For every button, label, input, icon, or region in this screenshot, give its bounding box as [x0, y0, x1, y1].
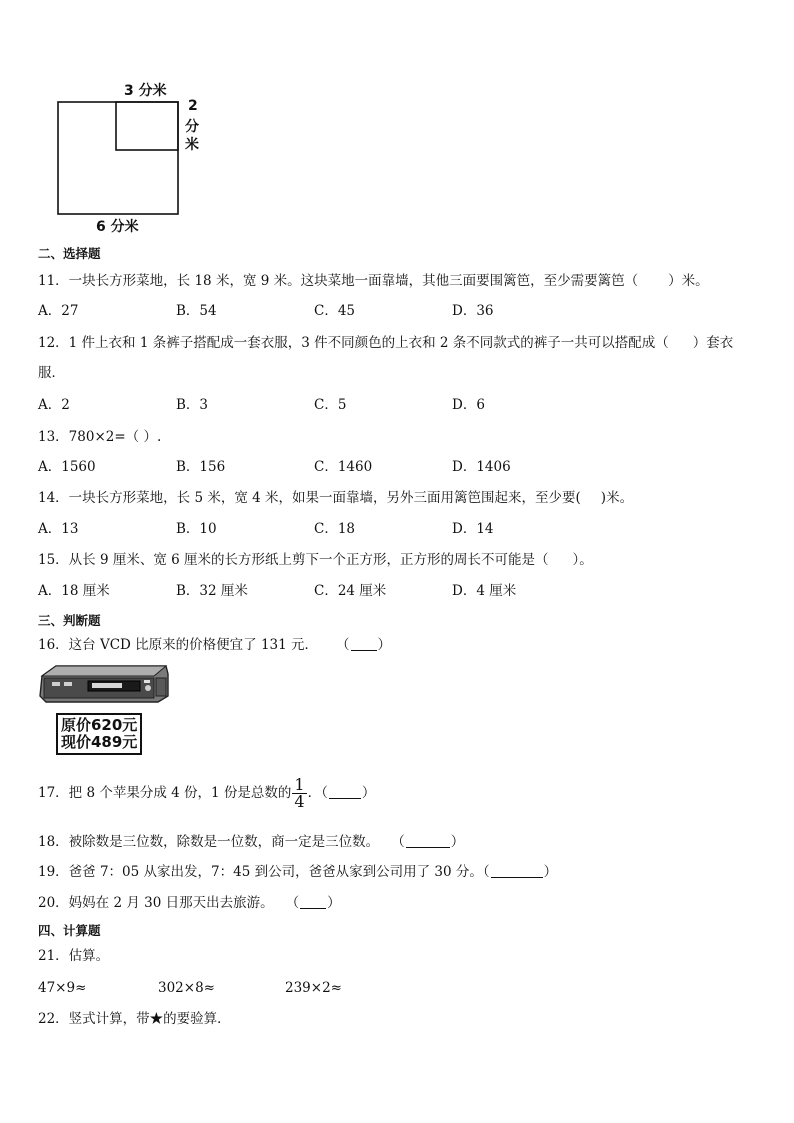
question-12-line-2: 服．	[38, 365, 65, 381]
question-16-text: 16．这台 VCD 比原来的价格便宜了 131 元．	[38, 637, 319, 653]
q16-paren-close: ）	[377, 637, 392, 653]
section-calc-title: 四、计算题	[38, 923, 101, 938]
q13-option-b[interactable]: B．156	[176, 459, 226, 475]
question-14-text: 14．一块长方形菜地，长 5 米，宽 4 米，如果一面靠墙，另外三面用篱笆围起来，至少要(	[38, 490, 581, 506]
q15-option-c[interactable]: C．24 厘米	[314, 583, 387, 599]
q16-paren-open: （	[336, 637, 350, 653]
question-18	[38, 833, 464, 851]
question-19	[38, 863, 557, 881]
vcd-player-image	[38, 662, 172, 704]
question-11-text: 11．一块长方形菜地，长 18 米，宽 9 米。这块菜地一面靠墙，其他三面要围篱笆，至少需要篱笆（	[38, 273, 639, 289]
q17-answer-blank[interactable]	[329, 786, 361, 799]
q20-paren-close: ）	[327, 895, 341, 911]
question-21: 21．估算。	[38, 948, 110, 964]
q12-option-c[interactable]: C．5	[314, 397, 347, 413]
question-20	[38, 894, 341, 912]
q19-paren-close: ）	[543, 864, 558, 880]
section-judge-title: 三、判断题	[38, 613, 101, 628]
q14-option-b[interactable]: B．10	[176, 521, 217, 537]
estimate-item-3: 239×2≈	[285, 980, 342, 996]
q14-option-c[interactable]: C．18	[314, 521, 356, 537]
question-20-text: 20．妈妈在 2 月 30 日那天出去旅游。	[38, 895, 274, 911]
question-11	[38, 272, 709, 290]
q16-answer-blank[interactable]	[351, 638, 377, 651]
figure-side-label-2: 分	[185, 119, 199, 135]
fraction-denominator: 4	[294, 792, 305, 811]
question-12	[38, 334, 733, 352]
q12-option-d[interactable]: D．6	[452, 397, 485, 413]
q13-option-c[interactable]: C．1460	[314, 459, 373, 475]
q15-option-a[interactable]: A．18 厘米	[38, 583, 110, 599]
question-17-text: 17．把 8 个苹果分成 4 份，1 份是总数的	[38, 785, 292, 801]
estimate-item-2: 302×8≈	[158, 980, 215, 996]
q14-option-a[interactable]: A．13	[38, 521, 79, 537]
question-19-text: 19．爸爸 7：05 从家出发，7：45 到公司，爸爸从家到公司用了 30 分。	[38, 864, 483, 880]
q12-option-a[interactable]: A．2	[38, 397, 70, 413]
figure-side-label-3: 米	[185, 137, 199, 153]
question-11-text-end: ）米。	[668, 273, 709, 289]
estimate-item-1: 47×9≈	[38, 980, 87, 996]
question-15	[38, 551, 593, 569]
figure-side-label-1: 2	[188, 98, 198, 114]
question-12-text: 12．1 件上衣和 1 条裤子搭配成一套衣服，3 件不同颜色的上衣和 2 条不同款式的裤子一共可以搭配成（	[38, 335, 669, 351]
question-18-text: 18．被除数是三位数，除数是一位数，商一定是三位数。	[38, 834, 380, 850]
question-17	[38, 776, 375, 810]
q11-option-d[interactable]: D．36	[452, 303, 494, 319]
q17-paren-open: ．（	[307, 785, 328, 801]
question-13: 13．780×2=（ ）.	[38, 429, 162, 445]
price-box	[56, 713, 142, 755]
question-14-text-end: )米。	[600, 490, 634, 506]
question-12-text-mid: ）套衣	[692, 335, 734, 351]
q19-paren-open: （	[482, 864, 490, 880]
q11-option-a[interactable]: A．27	[38, 303, 79, 319]
vcd-player-icon	[38, 662, 172, 704]
q19-answer-blank[interactable]	[491, 865, 543, 878]
figure-bottom-label: 6 分米	[96, 219, 139, 235]
question-14	[38, 489, 633, 507]
figure-top-label: 3 分米	[124, 83, 167, 99]
q11-option-b[interactable]: B．54	[176, 303, 217, 319]
q11-option-c[interactable]: C．45	[314, 303, 356, 319]
question-15-text-end: ）。	[572, 552, 593, 568]
q15-option-b[interactable]: B．32 厘米	[176, 583, 248, 599]
q12-option-b[interactable]: B．3	[176, 397, 209, 413]
question-15-text: 15．从长 9 厘米、宽 6 厘米的长方形纸上剪下一个正方形，正方形的周长不可能是（	[38, 552, 549, 568]
q13-option-a[interactable]: A．1560	[38, 459, 96, 475]
q15-option-d[interactable]: D．4 厘米	[452, 583, 517, 599]
section-choice-title: 二、选择题	[38, 246, 101, 261]
q20-answer-blank[interactable]	[300, 896, 326, 909]
original-price: 原价620元	[61, 716, 138, 734]
q14-option-d[interactable]: D．14	[452, 521, 494, 537]
question-16	[38, 636, 391, 654]
q18-paren-close: ）	[450, 834, 465, 850]
fraction-one-quarter	[292, 777, 306, 810]
q18-paren-open: （	[391, 834, 405, 850]
rectangle-figure	[40, 78, 220, 233]
q13-option-d[interactable]: D．1406	[452, 459, 511, 475]
current-price: 现价489元	[61, 733, 138, 751]
fraction-numerator: 1	[294, 775, 305, 794]
q17-paren-close: ）	[361, 785, 376, 801]
question-22: 22．竖式计算，带★的要验算．	[38, 1011, 231, 1027]
q20-paren-open: （	[285, 895, 300, 911]
q18-answer-blank[interactable]	[406, 835, 450, 848]
